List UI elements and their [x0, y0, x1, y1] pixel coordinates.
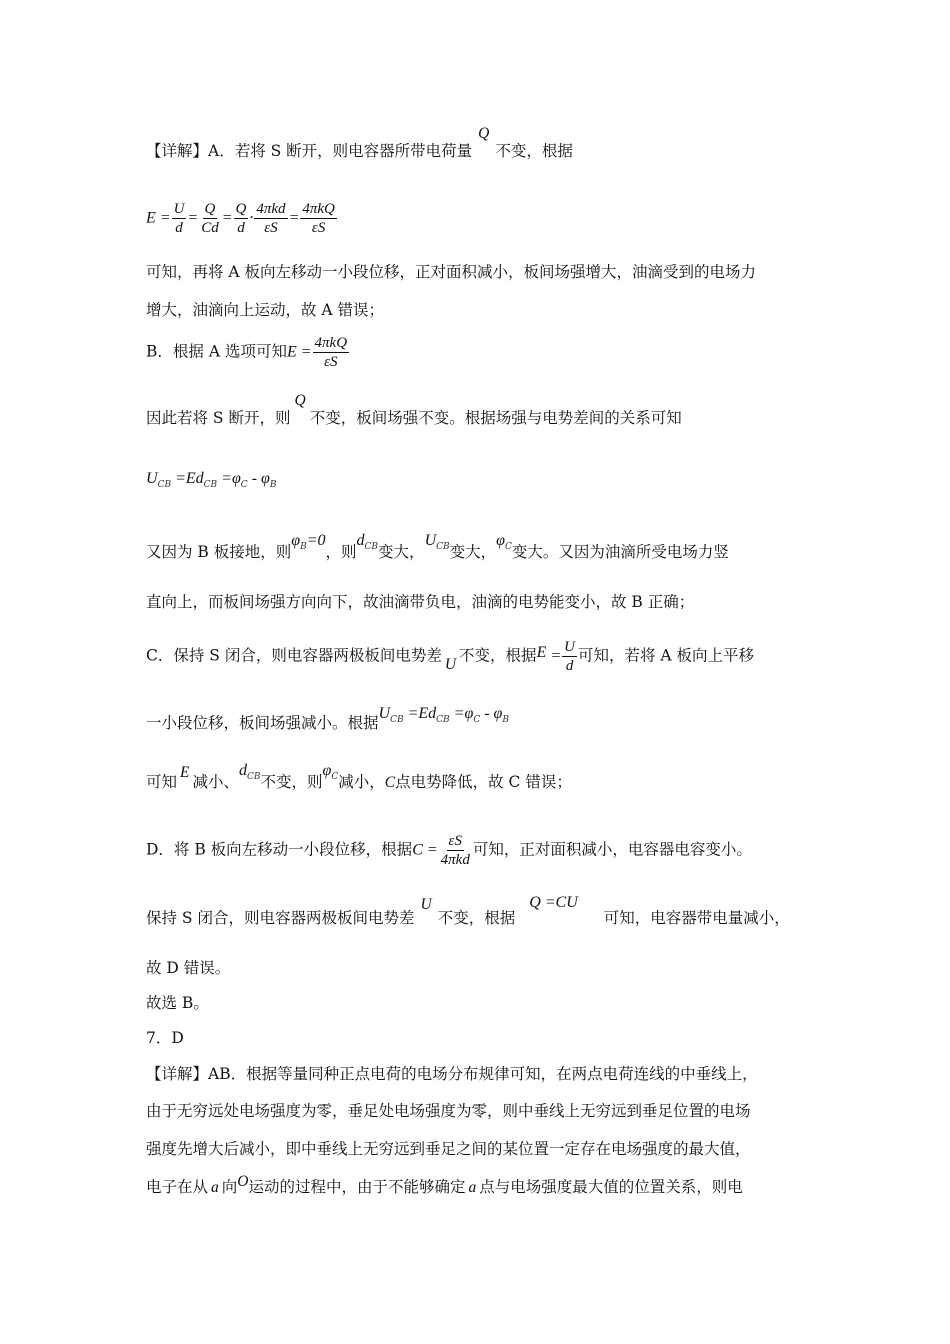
text-line: 故选 B。: [146, 994, 209, 1012]
text-line: 又因为 B 板接地，则$\varphi_B=0$，则$d_{CB}$变大，$U_{CB}$变大，$\varphi_C$变大。又因为油滴所受电场力竖: [146, 532, 729, 561]
text-line: 强度先增大后减小，即中垂线上无穷远到垂足之间的某位置一定存在电场强度的最大值，: [146, 1140, 751, 1158]
math-symbol: U: [444, 655, 457, 673]
text-line: C．保持 S 闭合，则电容器两极板间电势差 U 不变，根据E = $\frac{U}{d}$ 可知，若将 A 板向上平移: [146, 639, 755, 674]
text-line: 直向上，而板间场强方向向下，故油滴带负电，油滴的电势能变小，故 B 正确；: [146, 593, 695, 611]
fraction: $\frac{\text{4πkd}}{\varepsilon S}$: [256, 201, 286, 236]
text-line: 【详解】AB．根据等量同种正点电荷的电场分布规律可知，在两点电荷连线的中垂线上，: [146, 1065, 758, 1083]
math-symbol: E: [146, 209, 156, 227]
text-line: 电子在从 a 向O运动的过程中，由于不能够确定 a 点与电场强度最大值的位置关系，则电: [146, 1173, 743, 1196]
text: 因此若将 S 断开，则: [146, 409, 291, 427]
formula: $U_{CB} =Ed_{CB} =\varphi_C - \varphi_B$: [146, 470, 277, 490]
math-symbol: Q: [294, 392, 306, 409]
fraction: $\frac{\varepsilon S}{\text{4πkd}}$: [440, 833, 470, 868]
text: 不变，板间场强不变。根据场强与电势差间的关系可知: [309, 409, 682, 427]
text: 【详解】A．若将 S 断开，则电容器所带电荷量: [146, 142, 473, 160]
text-line: 保持 S 闭合，则电容器两极板间电势差U不变，根据Q =CU可知，电容器带电量减小，: [146, 894, 790, 927]
fraction: $\frac{\text{4πkQ}}{\varepsilon S}$: [302, 201, 335, 236]
text-line: 增大，油滴向上运动，故 A 错误；: [146, 301, 385, 319]
text-line: 由于无穷远处电场强度为零，垂足处电场强度为零，则中垂线上无穷远到垂足位置的电场: [146, 1102, 751, 1120]
text-line: D．将 B 板向左移动一小段位移，根据C = $\frac{\varepsilon S}{\text{4πkd}}$ 可知，正对面积减小，电容器电容变小。: [146, 833, 752, 868]
text-line: 一小段位移，板间场强减小。根据$U_{CB} =Ed_{CB} =\varphi_C - \varphi_B$: [146, 705, 510, 732]
fraction: $\frac{Q}{d}$: [235, 201, 247, 236]
fraction: $\frac{U}{d}$: [564, 639, 575, 674]
fraction: $\frac{\text{4πkQ}}{\varepsilon S}$: [314, 335, 348, 370]
question-number: 7．D: [146, 1029, 184, 1047]
text-line: [146, 392, 682, 429]
text-line: [146, 125, 573, 162]
text-line: B．根据 A 选项可知E = $\frac{\text{4πkQ}}{\varepsilon S}$: [146, 335, 348, 370]
math-symbol: Q: [478, 125, 490, 142]
text-line: 故 D 错误。: [146, 959, 231, 977]
text-line: 可知，再将 A 板向左移动一小段位移，正对面积减小，板间场强增大，油滴受到的电场力: [146, 263, 757, 281]
formula: E = $\frac{U}{d}$ = $\frac{Q}{Cd}$ = $\frac{Q}{d}$ · $\frac{\text{4πkd}}{\varepsilon S}$ = $\frac{\text{4πkQ}}{\varepsilon S}$: [146, 201, 335, 236]
text: 不变，根据: [495, 142, 573, 160]
fraction: $\frac{U}{d}$: [173, 201, 185, 236]
fraction: $\frac{Q}{Cd}$: [201, 201, 219, 236]
text: B．根据 A 选项可知: [146, 342, 287, 361]
text: 又因为 B 板接地，则: [146, 543, 292, 561]
math-symbol: E: [286, 343, 297, 361]
text-line: 可知E减小、$d_{CB}$不变，则$\varphi_C$减小，C点电势降低，故 C 错误；: [146, 762, 572, 791]
